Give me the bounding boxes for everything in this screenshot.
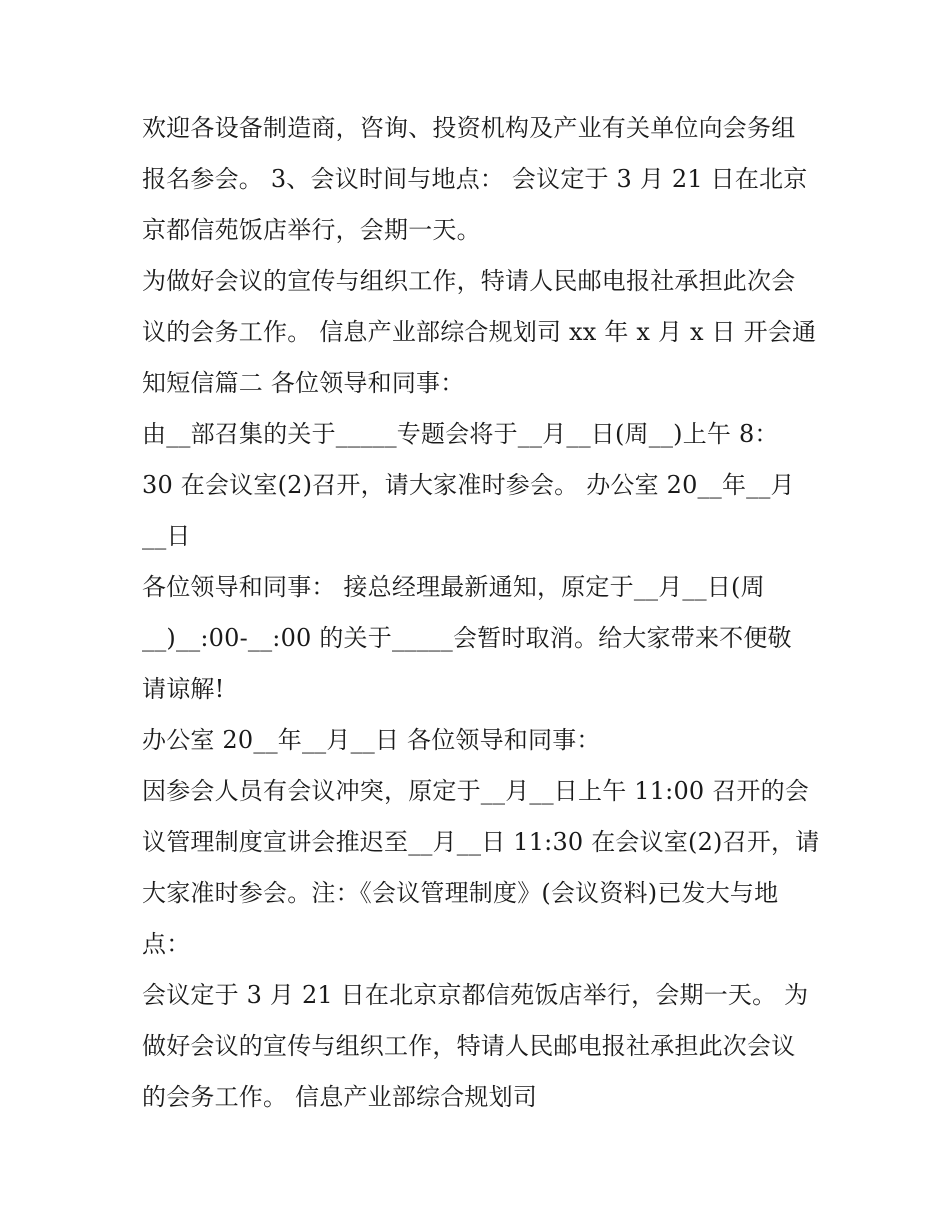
text-line: 点： bbox=[142, 930, 191, 958]
text-line: 欢迎各设备制造商，咨询、投资机构及产业有关单位向会务组 bbox=[142, 114, 796, 142]
text-line: 议的会务工作。 信息产业部综合规划司 xx 年 x 月 x 日 开会通 bbox=[142, 318, 817, 346]
text-line: 知短信篇二 各位领导和同事： bbox=[142, 369, 465, 397]
text-line: 各位领导和同事： 接总经理最新通知，原定于__月__日(周 bbox=[142, 573, 765, 601]
text-line: 请谅解! bbox=[142, 675, 225, 703]
text-line: __日 bbox=[142, 522, 191, 550]
document-body bbox=[142, 103, 822, 1123]
text-line: 报名参会。 3、会议时间与地点： 会议定于 3 月 21 日在北京 bbox=[142, 165, 808, 193]
text-line: 京都信苑饭店举行，会期一天。 bbox=[142, 216, 481, 244]
text-line: 的会务工作。 信息产业部综合规划司 bbox=[142, 1083, 538, 1111]
text-line: 由__部召集的关于_____专题会将于__月__日(周__)上午 8： bbox=[142, 420, 779, 448]
text-line: 做好会议的宣传与组织工作，特请人民邮电报社承担此次会议 bbox=[142, 1032, 796, 1060]
text-line: 为做好会议的宣传与组织工作，特请人民邮电报社承担此次会 bbox=[142, 267, 796, 295]
text-line: __)__:00-__:00 的关于_____会暂时取消。给大家带来不便敬 bbox=[142, 624, 792, 652]
text-line: 议管理制度宣讲会推迟至__月__日 11:30 在会议室(2)召开，请 bbox=[142, 828, 820, 856]
text-line: 因参会人员有会议冲突，原定于__月__日上午 11:00 召开的会 bbox=[142, 777, 810, 805]
text-line: 会议定于 3 月 21 日在北京京都信苑饭店举行，会期一天。 为 bbox=[142, 981, 809, 1009]
text-line: 办公室 20__年__月__日 各位领导和同事： bbox=[142, 726, 601, 754]
text-line: 30 在会议室(2)召开，请大家准时参会。 办公室 20__年__月 bbox=[142, 471, 795, 499]
text-line: 大家准时参会。注：《会议管理制度》(会议资料)已发大与地 bbox=[142, 879, 779, 907]
